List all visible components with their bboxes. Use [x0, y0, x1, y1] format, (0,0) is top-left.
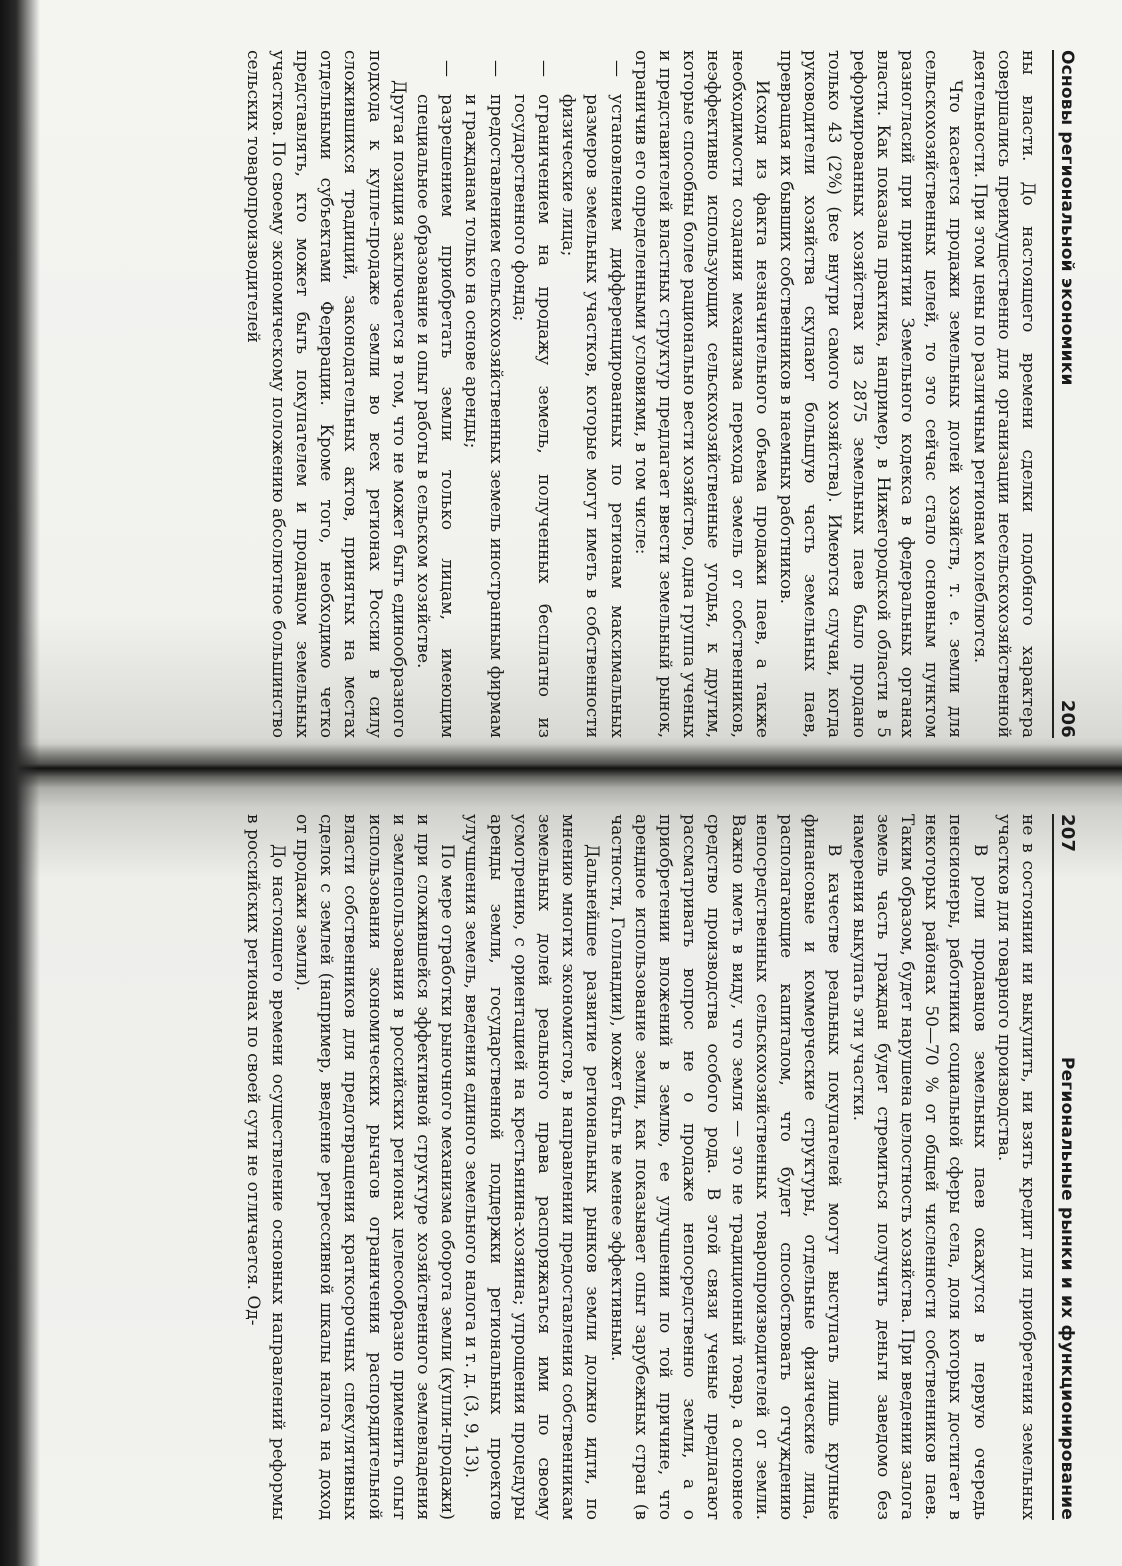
- left-page: [0, 0, 1122, 768]
- right-page-number: 207: [1057, 814, 1078, 853]
- conditions-list: [411, 50, 629, 738]
- right-header-title: Региональные рынки и их функционирование: [1057, 1056, 1077, 1520]
- left-paragraph-4: Другая позиция заключается в том, что не может быть единообразного подхода к купле-продаже земли во всех регионах России в силу сложившихся традиций, законодательных актов, принятых на местах отдельными субъектами Федерации. Кроме того, необходимо четко представлять, кто может быть покупателем и продавцом земельных участков. По своему экономическому положению абсолютное большинство сельских товаропроизводителей: [243, 50, 409, 738]
- list-item: — разрешением приобретать земли только лицам, имеющим специальное образование и опыт работы в сельском хозяйстве.: [411, 50, 459, 738]
- left-running-head: [1052, 50, 1078, 738]
- left-paragraph-1: ны власти. До настоящего времени сделки подобного характера совершались преимущественно для организации несельскохозяйственной деятельности. При этом цены по различным регионам колеблются.: [969, 50, 1038, 738]
- right-page: [0, 768, 1122, 1566]
- left-paragraph-3: Исходя из факта незначительного объема продажи паев, а также необходимости создания механизма перехода земель от собственников, неэффективно использующих сельскохозяйственные угодья, к другим, которые способны более рационально вести хозяйство, одна группа ученых и представителей властных структур предлагает ввести земельный рынок, ограничив его определенными условиями, в том числе:: [630, 50, 772, 738]
- right-paragraph-4: Дальнейшее развитие региональных рынков земли должно идти, по мнению многих экономистов, в направлении предоставления собственникам земельных долей реального права распоряжаться ими по своему усмотрению, с ориентацией на крестьянина-хозяина; упрощения процедуры аренды земли, государственной поддержки региональных проектов улучшения земель, введения единого земельного налога и т. д. (3, 9, 13).: [461, 814, 603, 1520]
- scan-edge-shadow: [0, 0, 40, 1566]
- list-item: — установлением дифференцированных по регионам максимальных размеров земельных участков, которые могут иметь в собственности физические лица;: [556, 50, 629, 738]
- left-header-title: Основы региональной экономики: [1057, 50, 1077, 386]
- book-gutter-shadow: [0, 744, 1122, 788]
- right-running-head: [1052, 814, 1078, 1520]
- right-paragraph-3: В качестве реальных покупателей могут выступать лишь крупные финансовые и коммерческие структуры, отдельные физические лица, располагающие капиталом, что будет способствовать отчуждению непосредственных сельскохозяйственных товаропроизводителей от земли. Важно иметь в виду, что земля — это не традиционный товар, а основное средство производства особого рода. В этой связи ученые предлагают рассматривать вопрос не о продаже непосредственно земли, а о приобретении вложений в землю, ее улучшении по той причине, что арендное использование земли, как показывает опыт зарубежных стран (в частности, Голландии), может быть не менее эффективным.: [606, 814, 845, 1520]
- list-item: — ограничением на продажу земель, полученных бесплатно из государственного фонда;: [508, 50, 556, 738]
- left-page-number: 206: [1057, 699, 1078, 738]
- list-item: — предоставлением сельскохозяйственных земель иностранным фирмам и гражданам только на основе аренды;: [459, 50, 507, 738]
- left-paragraph-2: Что касается продажи земельных долей хозяйств, т. е. земли для сельскохозяйственных целей, то это сейчас стало основным пунктом разногласий при принятии Земельного кодекса в федеральных органах власти. Как показала практика, например, в Нижегородской области в 5 реформированных хозяйствах из 2875 земельных паев было продано только 43 (2%) (все внутри самого хозяйства). Имеются случаи, когда руководители хозяйства скупают большую часть земельных паев, превращая их бывших собственников в наемных работников.: [775, 50, 966, 738]
- right-paragraph-2: В роли продавцов земельных паев окажутся в первую очередь пенсионеры, работники социальной сферы села, доля которых достигает в некоторых районах 50—70 % от общей численности собственников паев. Таким образом, будет нарушена целостность хозяйства. При введении залога земель часть граждан будет стремиться получить деньги заведомо без намерения выкупать эти участки.: [848, 814, 990, 1520]
- right-paragraph-1: не в состоянии ни выкупить, ни взять кредит для приобретения земельных участков для товарного производства.: [993, 814, 1038, 1520]
- right-paragraph-5: По мере отработки рыночного механизма оборота земли (купли-продажи) и при сложившейся эффективной структуре хозяйственного землевладения и землепользования в российских регионах целесообразно применить опыт использования экономических рычагов ограничения распорядительной власти собственников для предотвращения краткосрочных спекулятивных сделок с землей (например, введение регрессивной шкалы налога на доход от продажи земли).: [291, 814, 458, 1520]
- right-paragraph-6: До настоящего времени осуществление основных направлений реформы в российских регионах по своей сути не отличается. Од-: [243, 814, 288, 1520]
